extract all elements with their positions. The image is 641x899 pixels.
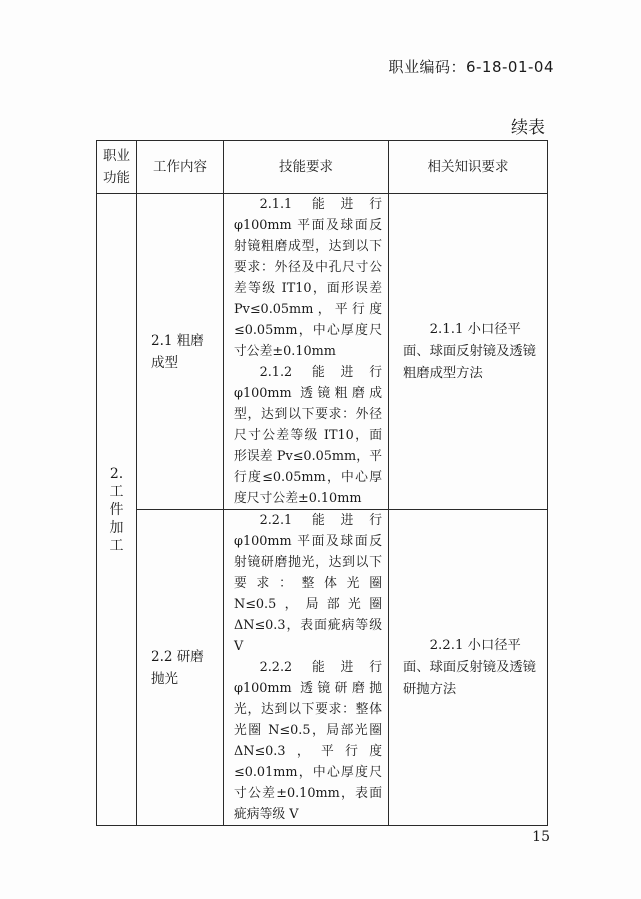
knowledge-cell: 2.1.1 小口径平面、球面反射镜及透镜粗磨成型方法 bbox=[389, 194, 548, 510]
page-number: 15 bbox=[532, 829, 550, 845]
header-content: 工作内容 bbox=[137, 141, 224, 194]
table-row bbox=[97, 194, 548, 510]
header-skills: 技能要求 bbox=[224, 141, 389, 194]
skills-table bbox=[96, 140, 548, 826]
function-number: 2. bbox=[109, 465, 124, 482]
skills-cell: 2.2.1 能进行 φ100mm 平面及球面反射镜研磨抛光，达到以下要求：整体光圈 N≤0.5，局部光圈 ΔN≤0.3，表面疵病等级 V 2.2.2 能进行 φ100mm 透镜研磨抛光，达到以下要求：整体光圈 N≤0.5，局部光圈 ΔN≤0.3，平行度≤0.01mm，中心厚度尺寸公差±0.10mm，表面疵病等级 V bbox=[224, 510, 389, 826]
content-cell: 2.2 研磨抛光 bbox=[137, 510, 224, 826]
header-knowledge: 相关知识要求 bbox=[389, 141, 548, 194]
content-cell: 2.1 粗磨成型 bbox=[137, 194, 224, 510]
function-cell: 2. 工 件 加 工 bbox=[97, 194, 137, 826]
table-header-row bbox=[97, 141, 548, 194]
occupation-code: 职业编码：6-18-01-04 bbox=[388, 58, 554, 76]
continued-label: 续表 bbox=[511, 118, 545, 138]
skills-cell: 2.1.1 能进行 φ100mm 平面及球面反射镜粗磨成型，达到以下要求：外径及中孔尺寸公差等级 IT10，面形误差 Pv≤0.05mm，平行度≤0.05mm，中心厚度尺寸公差±0.10mm 2.1.2 能进行 φ100mm 透镜粗磨成型，达到以下要求：外径尺寸公差等级 IT10，面形误差 Pv≤0.05mm，平行度≤0.05mm，中心厚度尺寸公差±0.10mm bbox=[224, 194, 389, 510]
table-row bbox=[97, 510, 548, 826]
knowledge-cell: 2.2.1 小口径平面、球面反射镜及透镜研抛方法 bbox=[389, 510, 548, 826]
header-function: 职业功能 bbox=[97, 141, 137, 194]
